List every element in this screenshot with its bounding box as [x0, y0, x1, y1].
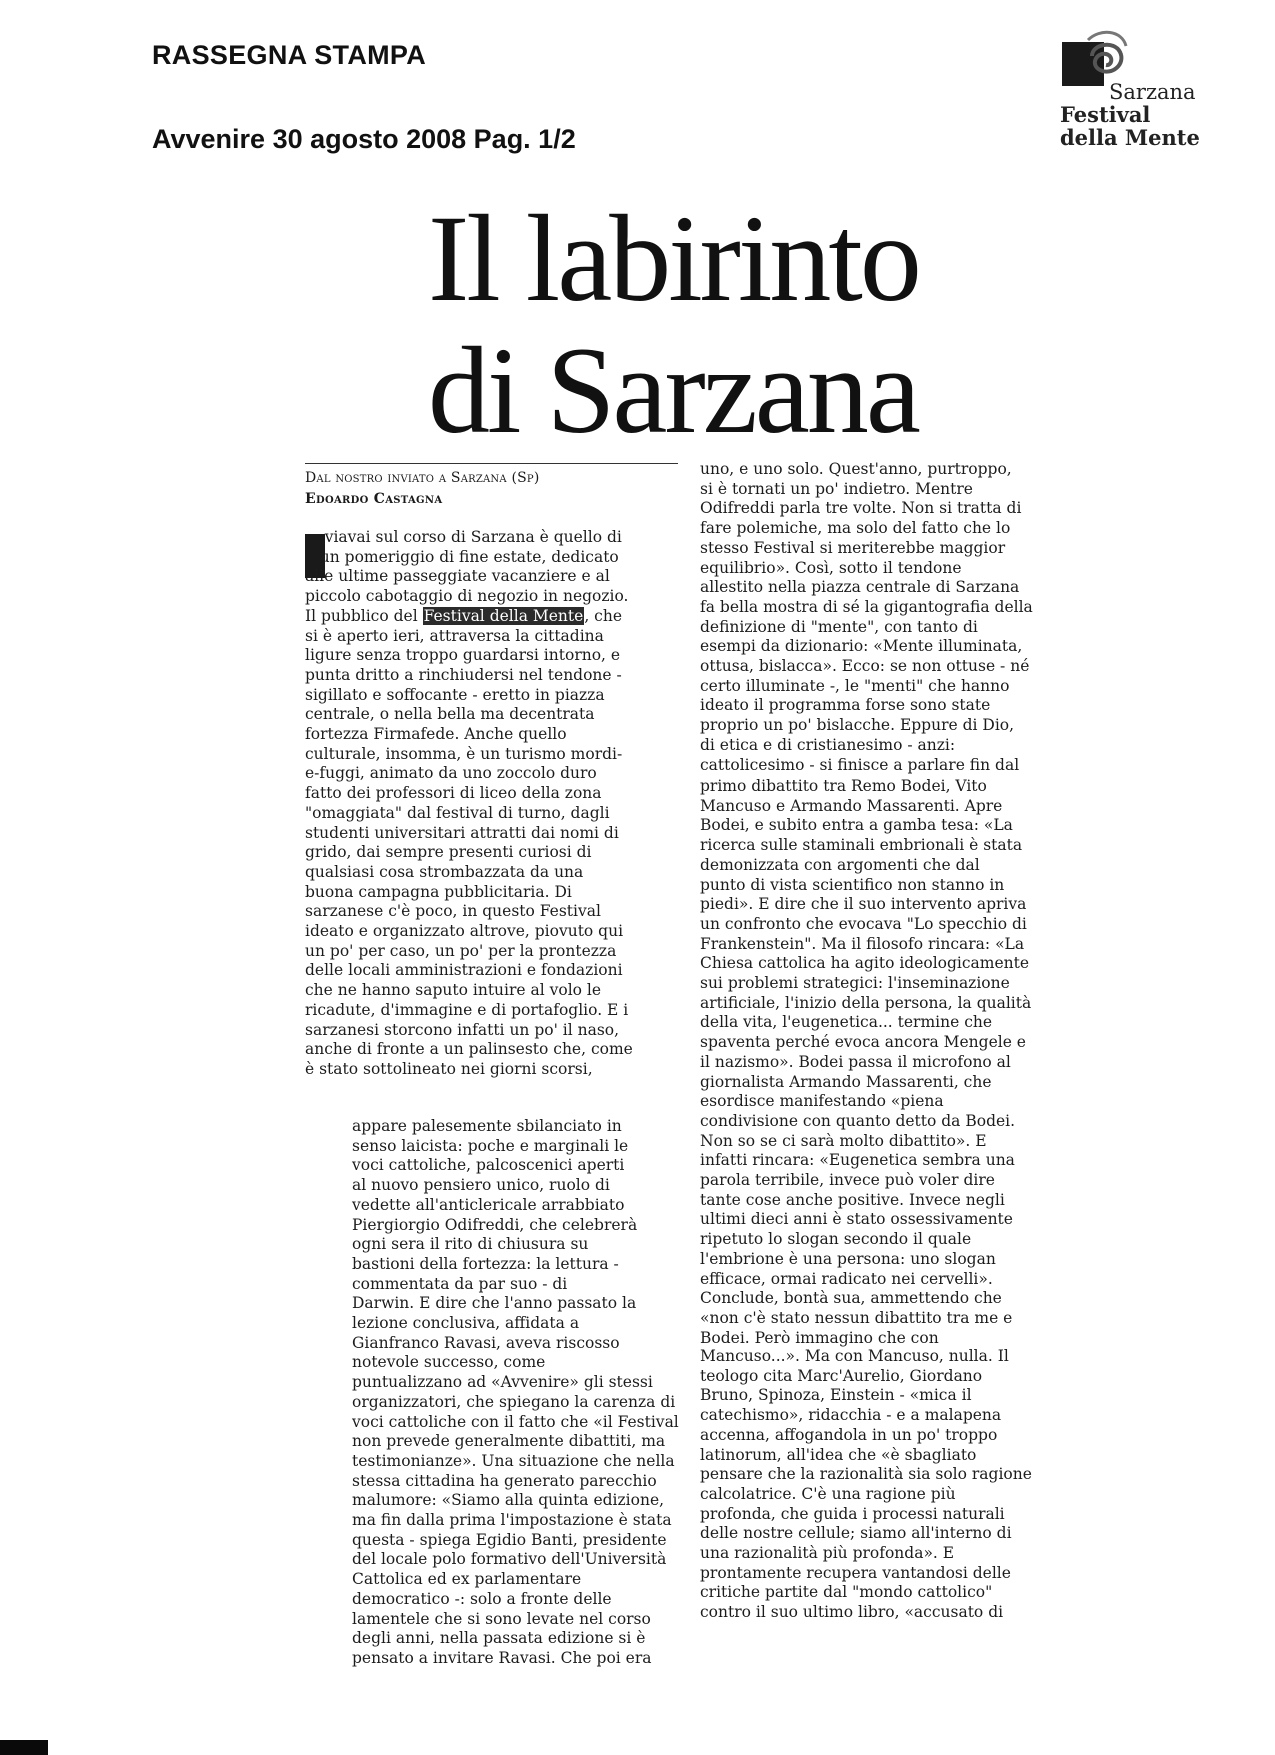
logo-text-line-3: della Mente — [1060, 125, 1200, 150]
article-column-4: primo dibattito tra Remo Bodei, Vito Mancuso e Armando Massarenti. Apre Bodei, e subito entra a gamba tesa: «La ricerca sulle staminali embrionali è stata demonizzata con argomenti che dal punto di vista scientifico non stanno in piedi». E dire che il suo intervento apriva un confronto che evocava "Lo specchio di Frankenstein". Ma il filosofo rincara: «La Chiesa cattolica ha agito ideologicamente sui problemi strategici: l'inseminazione artificiale, l'inizio della persona, la qualità della vita, l'eugenetica... termine che spaventa perché evoca ancora Mengele e il nazismo». Bodei passa il microfono al giornalista Armando Massarenti, che esordisce manifestando «piena condivisione con quanto detto da Bodei. Non so se ci sarà molto dibattito». E infatti rincara: «Eugenetica sembra una parola terribile, invece può voler dire tante cose anche positive. Invece negli ultimi dieci anni è stato ossessivamente ripetuto lo slogan secondo il quale l'embrione è una persona: uno slogan efficace, ormai radicato nei cervelli». Conclude, bontà sua, ammettendo che «non c'è stato nessun dibattito tra me e Bodei. Però immagino che con — [700, 777, 1032, 1347]
headline-line-1: Il labirinto — [428, 190, 919, 327]
byline-divider — [305, 463, 678, 464]
festival-logo — [1058, 26, 1238, 152]
byline-dateline: Dal nostro inviato a Sarzana (Sp) — [305, 470, 540, 486]
article-column-5: Mancuso...». Ma con Mancuso, nulla. Il teologo cita Marc'Aurelio, Giordano Bruno, Spinoza, Einstein - «mica il catechismo», ridacchia - e a malapena accenna, affogandola in un po' troppo latinorum, all'idea che «è sbagliato pensare che la razionalità sia solo ragione calcolatrice. C'è una ragione più profonda, che guida i processi naturali delle nostre cellule; siamo all'interno di una razionalità più profonda». E prontamente recupera vantandosi delle critiche partite dal "mondo cattolico" contro il suo ultimo libro, «accusato di — [700, 1347, 1032, 1622]
logo-text-line-2: Festival — [1060, 102, 1151, 127]
byline-author: Edoardo Castagna — [305, 491, 443, 507]
article-column-1 — [305, 528, 633, 1080]
headline-line-2: di Sarzana — [428, 322, 918, 459]
festival-spiral-icon — [1062, 26, 1128, 88]
press-source-line: Avvenire 30 agosto 2008 Pag. 1/2 — [152, 124, 576, 154]
scan-edge-mark — [0, 1740, 48, 1755]
logo-text-line-1: Sarzana — [1109, 80, 1196, 104]
press-review-title: RASSEGNA STAMPA — [152, 40, 427, 70]
column-1-text-end: , che si è aperto ieri, attraversa la cittadina ligure senza troppo guardarsi intorno, e punta dritto a rinchiudersi nel tendone - sigillato e soffocante - eretto in piazza centrale, o nella bella ma decentrata fortezza Firmafede. Anche quello culturale, insomma, è un turismo mordi- e-fuggi, animato da uno zoccolo duro fatto dei professori di liceo della zona "omaggiata" dal festival di turno, dagli studenti universitari attratti dai nomi di grido, dai sempre presenti curiosi di qualsiasi cosa strombazzata da una buona campagna pubblicitaria. Di sarzanese c'è poco, in questo Festival ideato e organizzato altrove, piovuto qui un po' per caso, un po' per la prontezza delle locali amministrazioni e fondazioni che ne hanno saputo intuire al volo le ricadute, d'immagine e di portafoglio. E i sarzanesi storcono infatti un po' il naso, anche di fronte a un palinsesto che, come è stato sottolineato nei giorni scorsi, — [305, 606, 633, 1078]
festival-name-highlight: Festival della Mente — [423, 606, 584, 625]
article-column-2: appare palesemente sbilanciato in senso laicista: poche e marginali le voci cattoliche, palcoscenici aperti al nuovo pensiero unico, ruolo di vedette all'anticlericale arrabbiato Piergiorgio Odifreddi, che celebrerà ogni sera il rito di chiusura su bastioni della fortezza: la lettura - commentata da par suo - di Darwin. E dire che l'anno passato la lezione conclusiva, affidata a Gianfranco Ravasi, aveva riscosso notevole successo, come puntualizzano ad «Avvenire» gli stessi organizzatori, che spiegano la carenza di voci cattoliche con il fatto che «il Festival non prevede generalmente dibattiti, ma testimonianze». Una situazione che nella stessa cittadina ha generato parecchio malumore: «Siamo alla quinta edizione, ma fin dalla prima l'impostazione è stata questa - spiega Egidio Banti, presidente del locale polo formativo dell'Università Cattolica ed ex parlamentare democratico -: solo a fronte delle lamentele che si sono levate nel corso degli anni, nella passata edizione si è pensato a invitare Ravasi. Che poi era — [352, 1117, 679, 1667]
article-column-3: uno, e uno solo. Quest'anno, purtroppo, si è tornati un po' indietro. Mentre Odifreddi parla tre volte. Non si tratta di fare polemiche, ma solo del fatto che lo stesso Festival si meriterebbe maggior equilibrio». Così, sotto il tendone allestito nella piazza centrale di Sarzana fa bella mostra di sé la gigantografia della definizione di "mente", con tanto di esempi da dizionario: «Mente illuminata, ottusa, bislacca». Ecco: se non ottuse - né certo illuminate -, le "menti" che hanno ideato il programma forse sono state proprio un po' bislacche. Eppure di Dio, di etica e di cristianesimo - anzi: cattolicesimo - si finisce a parlare fin dal — [700, 460, 1033, 774]
column-1-text-start: viavai sul corso di Sarzana è quello di un pomeriggio di fine estate, dedicato alle ultime passeggiate vacanziere e al piccolo cabotaggio di negozio in negozio. Il pubblico del — [305, 528, 629, 625]
